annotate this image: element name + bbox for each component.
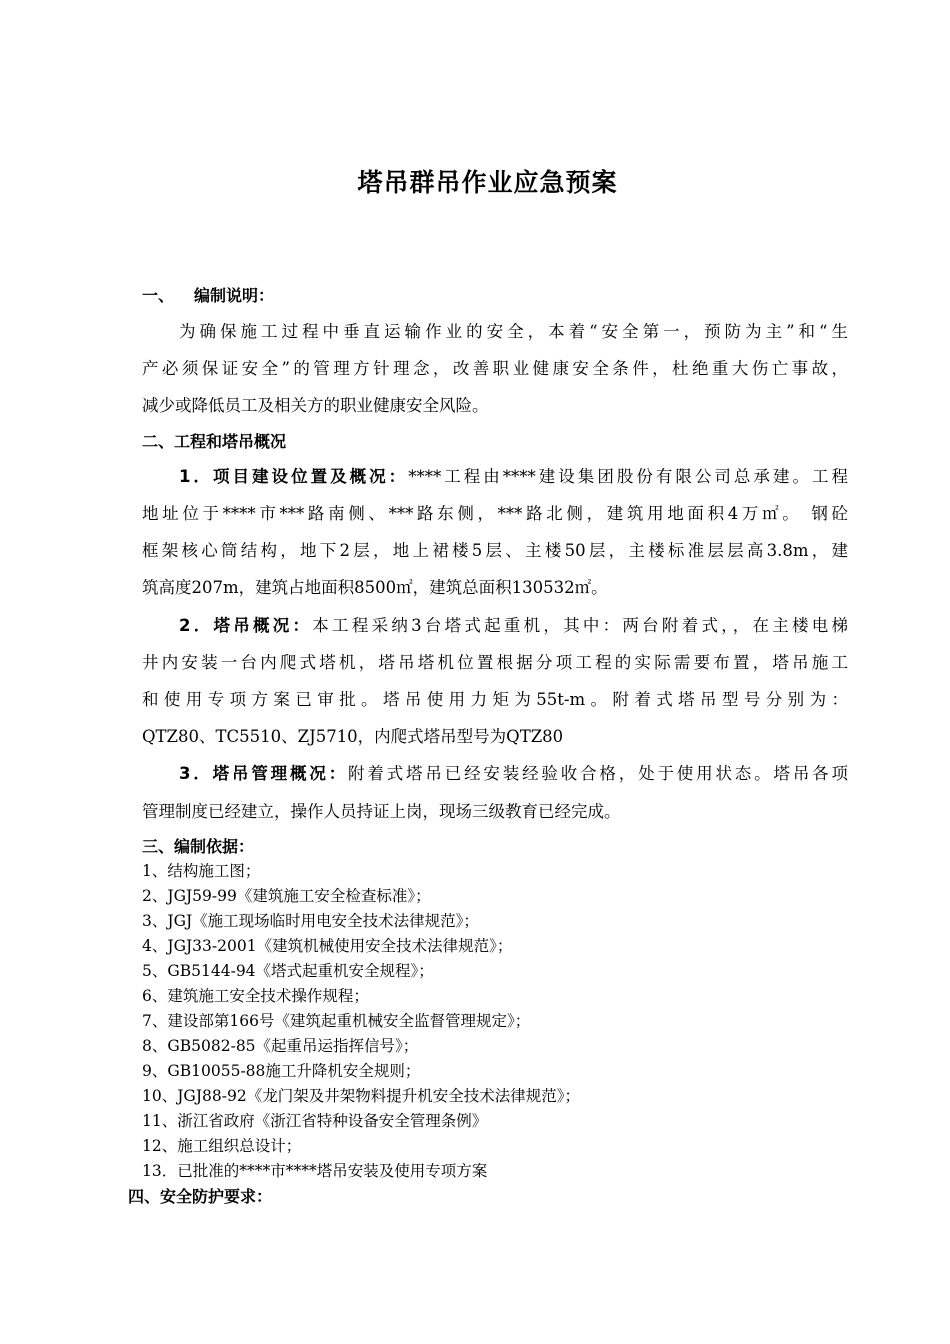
reference-item: 13．已批准的****市****塔吊安装及使用专项方案	[142, 1162, 488, 1180]
document-title: 塔吊群吊作业应急预案	[357, 168, 618, 197]
reference-item: 9、GB10055-88施工升降机安全规则；	[142, 1062, 421, 1080]
section-1-title: 编制说明：	[194, 286, 275, 305]
reference-item: 8、GB5082-85《起重吊运指挥信号》；	[142, 1037, 419, 1055]
reference-item: 6、建筑施工安全技术操作规程；	[142, 987, 369, 1005]
item-1-first-line	[179, 463, 848, 487]
item-1-label: 1．项目建设位置及概况：	[179, 467, 409, 486]
item-3-label: 3．塔吊管理概况：	[179, 764, 349, 783]
section-1-line-2: 产必须保证安全”的管理方针理念，改善职业健康安全条件，杜绝重大伤亡事故，	[142, 359, 848, 378]
item-1-line-3: 框架核心筒结构，地下2层，地上裙楼5层、主楼50层，主楼标准层层高3.8m，建	[142, 541, 848, 560]
reference-item: 3、JGJ《施工现场临时用电安全技术法律规范》；	[142, 912, 479, 930]
item-3-first-line	[179, 760, 848, 784]
section-4-heading: 四、安全防护要求：	[128, 1187, 273, 1206]
item-1-line-4: 筑高度207m，建筑占地面积8500㎡，建筑总面积130532㎡。	[142, 578, 608, 597]
item-2-text: 本工程采纳3台塔式起重机，其中：两台附着式，，在主楼电梯	[312, 616, 849, 635]
item-1-line-2: 地址位于****市***路南侧、***路东侧，***路北侧，建筑用地面积4万㎡。 钢砼	[142, 504, 848, 523]
reference-item: 2、JGJ59-99《建筑施工安全检查标准》；	[142, 887, 431, 905]
section-1-heading	[142, 283, 274, 306]
reference-item: 10、JGJ88-92《龙门架及井架物料提升机安全技术法律规范》；	[142, 1087, 580, 1105]
item-1-text: ****工程由****建设集团股份有限公司总承建。工程	[408, 467, 849, 486]
reference-item: 11、浙江省政府《浙江省特种设备安全管理条例》	[142, 1112, 488, 1130]
reference-item: 12、施工组织总设计；	[142, 1137, 302, 1155]
section-2-heading: 二、工程和塔吊概况	[142, 432, 287, 451]
section-1-number: 一、	[142, 286, 175, 305]
item-2-line-3: 和使用专项方案已审批。塔吊使用力矩为55t-m。附着式塔吊型号分别为：	[142, 690, 848, 709]
section-1-line-1: 为确保施工过程中垂直运输作业的安全，本着“安全第一，预防为主”和“生	[179, 322, 848, 341]
item-2-line-2: 井内安装一台内爬式塔机，塔吊塔机位置根据分项工程的实际需要布置，塔吊施工	[142, 653, 848, 672]
item-2-line-4: QTZ80、TC5510、ZJ5710，内爬式塔吊型号为QTZ80	[142, 727, 564, 746]
reference-item: 5、GB5144-94《塔式起重机安全规程》；	[142, 962, 434, 980]
item-3-line-2: 管理制度已经建立，操作人员持证上岗，现场三级教育已经完成。	[142, 802, 621, 821]
reference-item: 4、JGJ33-2001《建筑机械使用安全技术法律规范》；	[142, 937, 513, 955]
item-2-first-line	[179, 612, 848, 636]
section-3-heading: 三、编制依据：	[142, 837, 255, 856]
reference-item: 7、建设部第166号《建筑起重机械安全监督管理规定》；	[142, 1012, 531, 1030]
section-1-line-3: 减少或降低员工及相关方的职业健康安全风险。	[142, 396, 489, 415]
item-2-label: 2．塔吊概况：	[179, 616, 313, 635]
item-3-text: 附着式塔吊已经安装经验收合格，处于使用状态。塔吊各项	[348, 764, 848, 783]
reference-item: 1、结构施工图；	[142, 862, 261, 880]
